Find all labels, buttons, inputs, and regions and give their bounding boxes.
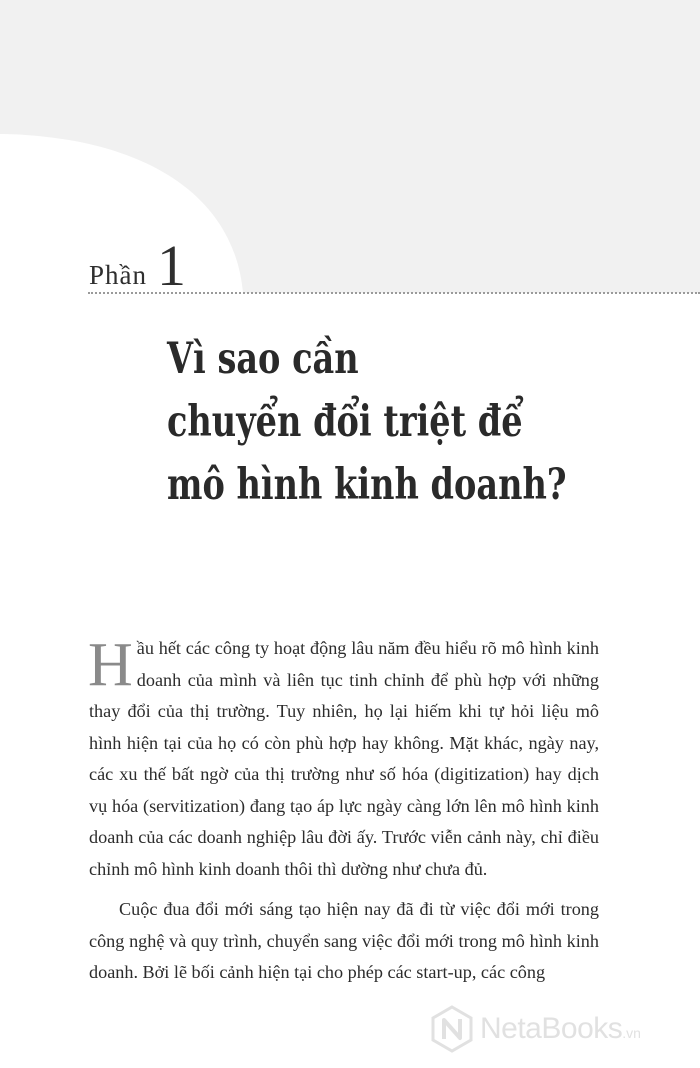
chapter-title-line: Vì sao cần [167,334,359,384]
neta-logo-icon [430,1005,474,1053]
drop-cap: H [88,631,133,699]
watermark-brand-name: NetaBooks [480,1012,623,1045]
watermark-brand [480,1014,641,1044]
chapter-title-line: chuyển đổi triệt để [167,397,523,447]
part-label [89,233,186,298]
part-number: 1 [157,233,186,298]
watermark [430,1004,641,1054]
watermark-suffix: .vn [622,1025,641,1041]
paragraph-1 [89,633,599,885]
chapter-title-line: mô hình kinh doanh? [167,460,567,510]
paragraph-2: Cuộc đua đổi mới sáng tạo hiện nay đã đi từ việc đổi mới trong công nghệ và quy trình, chuyển sang việc đổi mới trong mô hình kinh doanh. Bởi lẽ bối cảnh hiện tại cho phép các start-up, các công [89,899,599,982]
body-text [89,633,599,989]
paragraph-1-text: ầu hết các công ty hoạt động lâu năm đều hiểu rõ mô hình kinh doanh của mình và liên tục tinh chỉnh để phù hợp với những thay đổi của thị trường. Tuy nhiên, họ lại hiếm khi tự hỏi liệu mô hình hiện tại của họ có còn phù hợp hay không. Mặt khác, ngày nay, các xu thế bất ngờ của thị trường như số hóa (digitization) hay dịch vụ hóa (servitization) đang tạo áp lực ngày càng lớn lên mô hình kinh doanh của các doanh nghiệp lâu đời ấy. Trước viễn cảnh này, chỉ điều chỉnh mô hình kinh doanh thôi thì dường như chưa đủ. [89,638,599,879]
chapter-title [167,328,567,517]
part-word: Phần [89,260,147,290]
